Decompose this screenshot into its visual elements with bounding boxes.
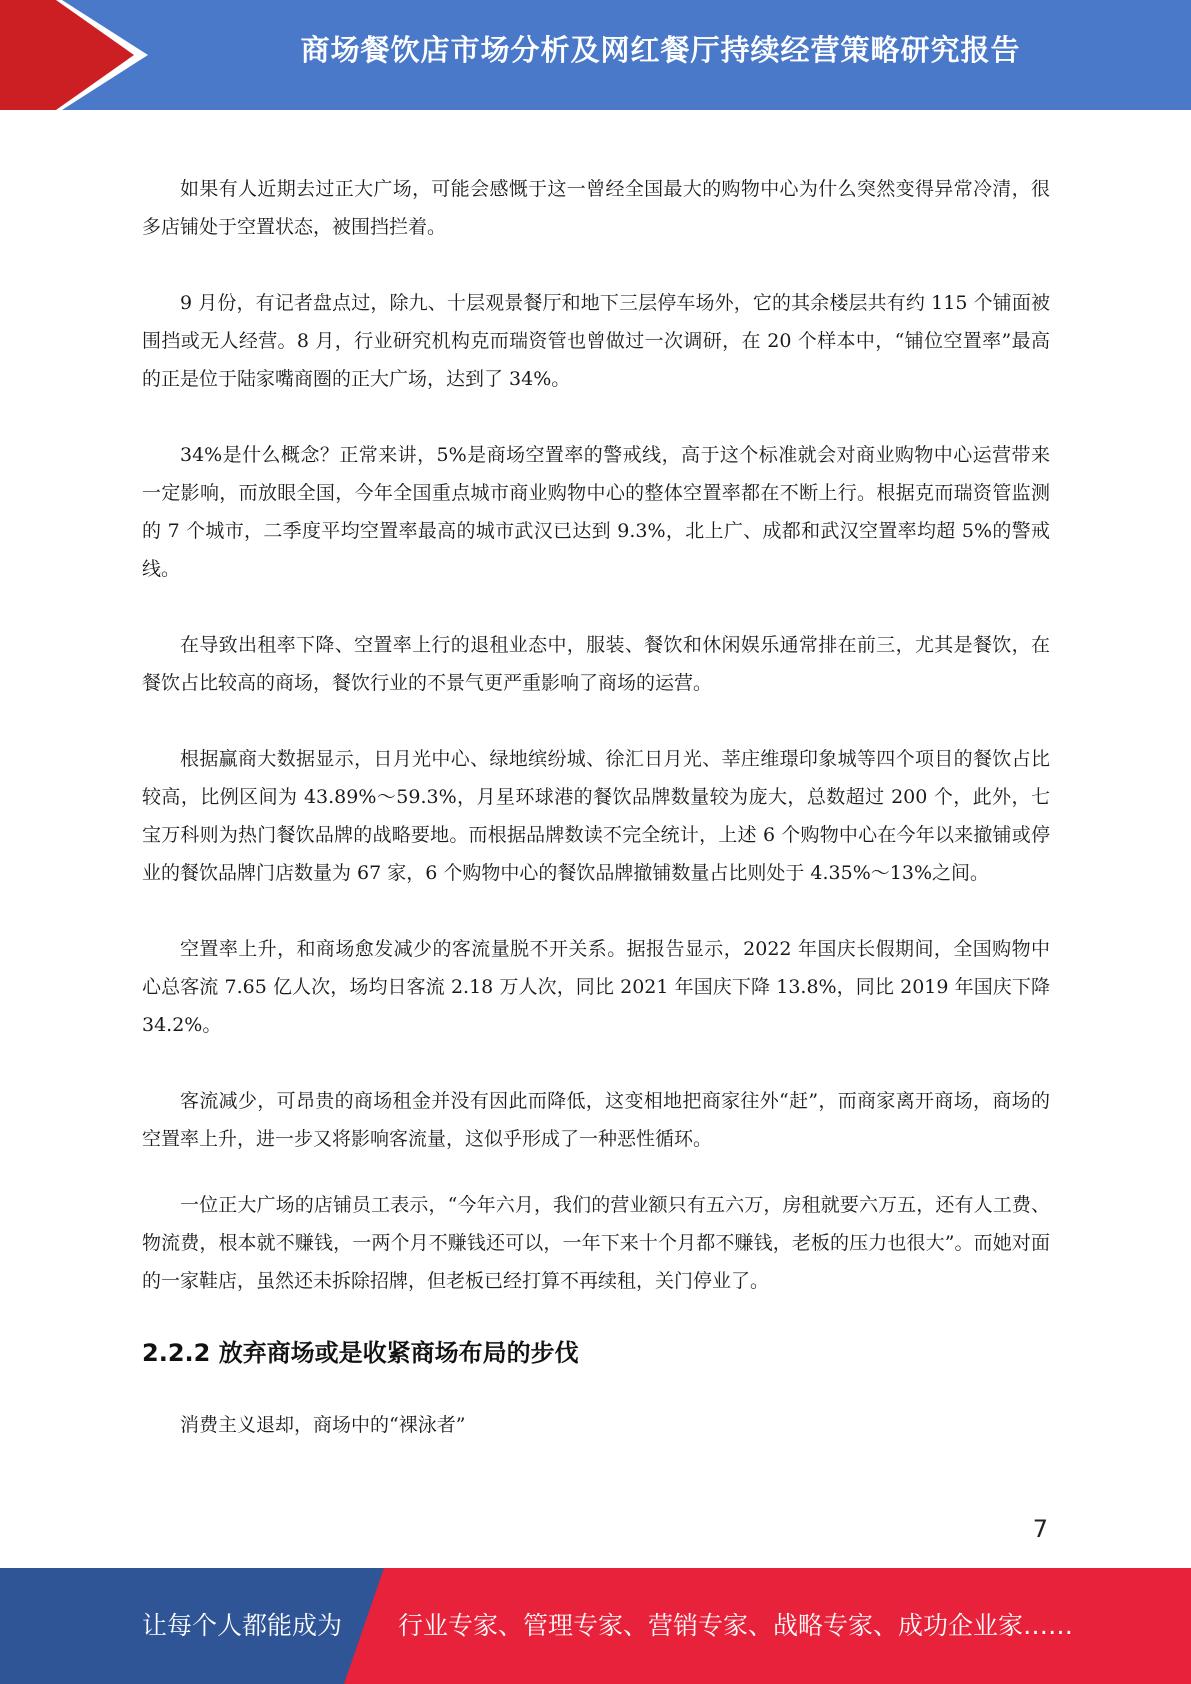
footer-slogan-right: 行业专家、管理专家、营销专家、战略专家、成功企业家…… [398,1611,1074,1640]
page-header [0,0,1191,110]
sub-paragraph: 消费主义退却，商场中的“裸泳者” [180,1414,466,1436]
paragraph: 根据赢商大数据显示，日月光中心、绿地缤纷城、徐汇日月光、莘庄维璟印象城等四个项目的餐饮占比较高，比例区间为 43.89%～59.3%，月星环球港的餐饮品牌数量较为庞大，总数超过 200 个，此外，七宝万科则为热门餐饮品牌的战略要地。而根据品牌数读不完全统计，上述 6 个购物中心在今年以来撤铺或停业的餐饮品牌门店数量为 67 家，6 个购物中心的餐饮品牌撤铺数量占比则处于 4.35%～13%之间。 [142,748,1050,884]
page-number: 7 [1032,1515,1048,1543]
paragraph: 9 月份，有记者盘点过，除九、十层观景餐厅和地下三层停车场外，它的其余楼层共有约 115 个铺面被围挡或无人经营。8 月，行业研究机构克而瑞资管也曾做过一次调研，在 20 个样本中，“铺位空置率”最高的正是位于陆家嘴商圈的正大广场，达到了 34%。 [142,292,1050,390]
page-footer [0,1568,1191,1684]
paragraph: 空置率上升，和商场愈发减少的客流量脱不开关系。据报告显示，2022 年国庆长假期间，全国购物中心总客流 7.65 亿人次，场均日客流 2.18 万人次，同比 2021 年国庆下降 13.8%，同比 2019 年国庆下降 34.2%。 [142,938,1050,1036]
report-title: 商场餐饮店市场分析及网红餐厅持续经营策略研究报告 [300,33,1021,67]
header-arrow-icon [0,0,160,110]
section-heading: 2.2.2 放弃商场或是收紧商场布局的步伐 [142,1339,579,1367]
paragraph: 如果有人近期去过正大广场，可能会感慨于这一曾经全国最大的购物中心为什么突然变得异常冷清，很多店铺处于空置状态，被围挡拦着。 [142,178,1050,238]
footer-slogan-left: 让每个人都能成为 [142,1611,343,1640]
paragraph: 客流减少，可昂贵的商场租金并没有因此而降低，这变相地把商家往外“赶”，而商家离开商场，商场的空置率上升，进一步又将影响客流量，这似乎形成了一种恶性循环。 [142,1090,1050,1150]
paragraph: 34%是什么概念？正常来讲，5%是商场空置率的警戒线，高于这个标准就会对商业购物中心运营带来一定影响，而放眼全国，今年全国重点城市商业购物中心的整体空置率都在不断上行。根据克而瑞资管监测的 7 个城市，二季度平均空置率最高的城市武汉已达到 9.3%，北上广、成都和武汉空置率均超 5%的警戒线。 [142,444,1050,580]
paragraph: 在导致出租率下降、空置率上行的退租业态中，服装、餐饮和休闲娱乐通常排在前三，尤其是餐饮，在餐饮占比较高的商场，餐饮行业的不景气更严重影响了商场的运营。 [142,634,1050,694]
document-body [142,170,1050,1444]
paragraph: 一位正大广场的店铺员工表示，“今年六月，我们的营业额只有五六万，房租就要六万五，还有人工费、物流费，根本就不赚钱，一两个月不赚钱还可以，一年下来十个月都不赚钱，老板的压力也很大”。而她对面的一家鞋店，虽然还未拆除招牌，但老板已经打算不再续租，关门停业了。 [142,1194,1050,1292]
